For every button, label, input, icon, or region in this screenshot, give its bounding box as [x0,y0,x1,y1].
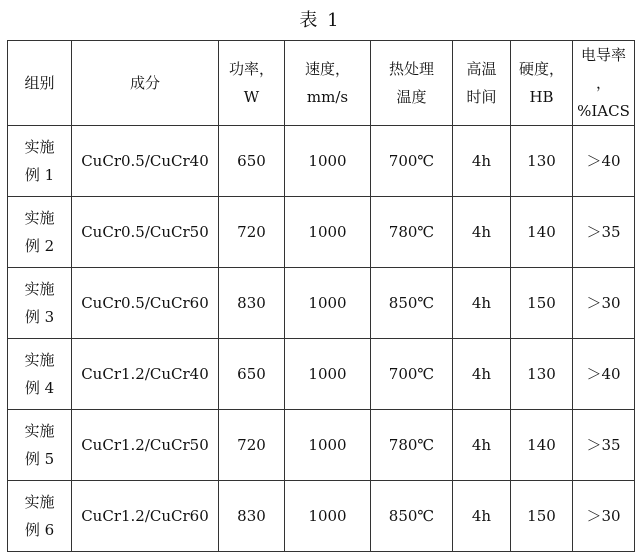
header-unit: W [243,88,260,106]
table-row [8,410,635,481]
cell-speed: 1000 [285,126,371,197]
cell-group [8,197,72,268]
header-composition [72,41,219,126]
header-conductivity [573,41,635,126]
cell-power: 720 [219,410,285,481]
header-text: 功率， [228,60,274,78]
header-text: 组别 [24,74,55,92]
cell-speed: 1000 [285,197,371,268]
cell-power: 830 [219,268,285,339]
table-row [8,481,635,552]
cell-composition: CuCr0.5/CuCr60 [72,268,219,339]
cell-speed: 1000 [285,339,371,410]
header-power [219,41,285,126]
cell-text: 实施 [24,422,55,440]
cell-temp: 700℃ [371,126,453,197]
cell-speed: 1000 [285,268,371,339]
cell-conductivity: ＞40 [573,339,635,410]
cell-hardness: 130 [511,126,573,197]
header-text: 硬度， [518,60,564,78]
header-unit: 时间 [466,88,497,106]
cell-text: 例 6 [24,521,55,539]
cell-text: 实施 [24,209,55,227]
cell-conductivity: ＞35 [573,410,635,481]
cell-text: 例 1 [24,166,55,184]
cell-text: 实施 [24,138,55,156]
header-high-temp-time [453,41,511,126]
cell-composition: CuCr0.5/CuCr40 [72,126,219,197]
cell-time: 4h [453,481,511,552]
cell-time: 4h [453,339,511,410]
header-text: 速度， [304,60,350,78]
cell-hardness: 130 [511,339,573,410]
cell-text: 例 5 [24,450,55,468]
cell-hardness: 150 [511,268,573,339]
cell-composition: CuCr1.2/CuCr50 [72,410,219,481]
cell-time: 4h [453,197,511,268]
cell-text: 实施 [24,493,55,511]
cell-temp: 780℃ [371,410,453,481]
cell-group [8,126,72,197]
header-group [8,41,72,126]
header-speed [285,41,371,126]
cell-time: 4h [453,268,511,339]
cell-temp: 850℃ [371,268,453,339]
cell-power: 830 [219,481,285,552]
header-text: 热处理 [388,60,434,78]
cell-time: 4h [453,126,511,197]
table-row [8,268,635,339]
cell-group [8,268,72,339]
results-table [7,40,635,552]
header-unit: HB [529,88,554,106]
cell-temp: 700℃ [371,339,453,410]
cell-composition: CuCr0.5/CuCr50 [72,197,219,268]
cell-text: 例 2 [24,237,55,255]
cell-text: 例 3 [24,308,55,326]
header-text: 成分 [129,74,160,92]
cell-hardness: 150 [511,481,573,552]
cell-conductivity: ＞40 [573,126,635,197]
header-text: 高温 [466,60,497,78]
cell-conductivity: ＞30 [573,268,635,339]
header-unit: 温度 [396,88,427,106]
cell-group [8,339,72,410]
cell-power: 650 [219,126,285,197]
cell-text: 实施 [24,280,55,298]
cell-composition: CuCr1.2/CuCr60 [72,481,219,552]
header-hardness [511,41,573,126]
header-heat-treatment-temp [371,41,453,126]
cell-temp: 780℃ [371,197,453,268]
cell-text: 例 4 [24,379,55,397]
table-row [8,197,635,268]
cell-power: 650 [219,339,285,410]
table-caption: 表 1 [299,10,341,31]
cell-time: 4h [453,410,511,481]
cell-conductivity: ＞30 [573,481,635,552]
cell-speed: 1000 [285,481,371,552]
header-unit: mm/s [306,88,349,106]
cell-hardness: 140 [511,410,573,481]
table-row [8,126,635,197]
cell-group [8,481,72,552]
cell-composition: CuCr1.2/CuCr40 [72,339,219,410]
header-text: 电导率 [580,46,626,64]
cell-speed: 1000 [285,410,371,481]
cell-temp: 850℃ [371,481,453,552]
cell-group [8,410,72,481]
cell-hardness: 140 [511,197,573,268]
header-row [8,41,635,126]
table-row [8,339,635,410]
cell-text: 实施 [24,351,55,369]
cell-conductivity: ＞35 [573,197,635,268]
header-unit: ，%IACS [577,74,630,120]
cell-power: 720 [219,197,285,268]
